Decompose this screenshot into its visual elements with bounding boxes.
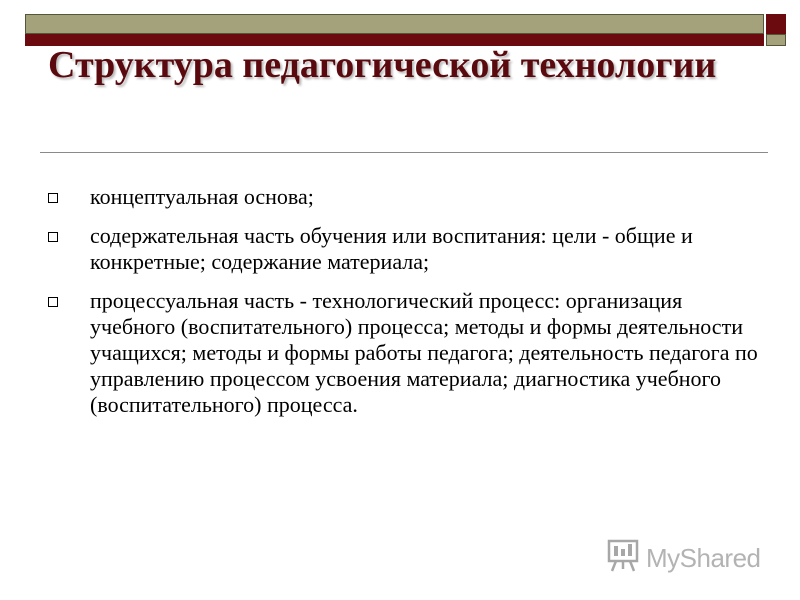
square-bullet-icon: [48, 297, 58, 307]
corner-square-maroon: [766, 14, 786, 34]
bullet-text: концептуальная основа;: [90, 184, 314, 209]
bullet-text: содержательная часть обучения или воспитания: цели - общие и конкретные; содержание материала;: [90, 223, 693, 274]
list-item: [48, 288, 758, 418]
list-item: [48, 184, 758, 210]
corner-square-olive: [766, 34, 786, 46]
bullet-list: [48, 184, 758, 431]
slide-title: Структура педагогической технологии: [48, 44, 717, 86]
bullet-text: процессуальная часть - технологический процесс: организация учебного (воспитательного) процесса; методы и формы деятельности учащихся; методы и формы работы педагога; деятельность педагога по управлению процессом усвоения материала; диагностика учебного (воспитательного) процесса.: [90, 288, 758, 417]
presentation-board-icon: [606, 538, 642, 579]
title-divider: [40, 152, 768, 153]
square-bullet-icon: [48, 193, 58, 203]
square-bullet-icon: [48, 232, 58, 242]
watermark: [606, 538, 761, 579]
watermark-text: MyShared: [646, 543, 761, 573]
list-item: [48, 223, 758, 275]
header-bar-olive: [25, 14, 764, 34]
